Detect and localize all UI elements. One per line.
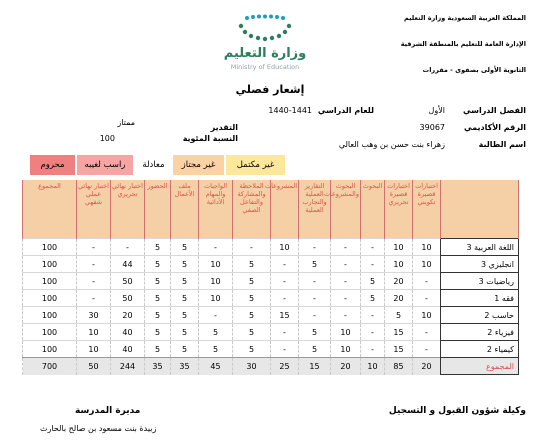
- subject-cell: فيزياء 2: [441, 324, 519, 341]
- grade-cell: 100: [23, 324, 77, 341]
- grade-cell: 5: [233, 256, 271, 273]
- grade-cell: 5: [361, 273, 385, 290]
- table-row: [23, 256, 519, 273]
- grade-label: التقدير: [210, 123, 238, 132]
- grade-cell: -: [331, 273, 361, 290]
- grade-cell: 5: [145, 239, 171, 256]
- grade-cell: 5: [171, 324, 199, 341]
- total-cell: 50: [77, 358, 111, 375]
- column-header: البحوث والمشروعات: [331, 180, 361, 239]
- total-cell: 30: [233, 358, 271, 375]
- total-cell: 35: [171, 358, 199, 375]
- grade-cell: 5: [199, 324, 233, 341]
- table-row: [23, 273, 519, 290]
- year-label: للعام الدراسي: [317, 106, 374, 115]
- column-header: الواجبات والمهام الأدائية: [199, 180, 233, 239]
- grade-cell: 44: [111, 256, 145, 273]
- grade-cell: -: [331, 239, 361, 256]
- subject-cell: كيمياء 2: [441, 341, 519, 358]
- legend-not-passed: غير مجتاز: [173, 155, 224, 175]
- subject-cell: رياضيات 3: [441, 273, 519, 290]
- grade-cell: -: [77, 256, 111, 273]
- grade-cell: -: [361, 256, 385, 273]
- grade-cell: -: [199, 239, 233, 256]
- grade-cell: 5: [171, 341, 199, 358]
- grade-cell: -: [299, 290, 331, 307]
- ministry-logo-icon: [225, 12, 305, 76]
- grade-cell: -: [331, 290, 361, 307]
- grade-cell: 40: [111, 341, 145, 358]
- grade-cell: 10: [77, 324, 111, 341]
- table-header-row: [23, 180, 519, 239]
- grade-cell: -: [77, 239, 111, 256]
- grade-cell: -: [361, 307, 385, 324]
- total-cell: 15: [299, 358, 331, 375]
- grade-cell: 5: [145, 324, 171, 341]
- grade-cell: 5: [233, 341, 271, 358]
- grade-cell: -: [199, 307, 233, 324]
- grade-cell: 20: [111, 307, 145, 324]
- grade-cell: 5: [171, 290, 199, 307]
- grade-cell: 100: [23, 341, 77, 358]
- grade-cell: 5: [233, 324, 271, 341]
- grade-cell: 5: [299, 256, 331, 273]
- legend-failed-absence: راسب لغيبه: [77, 155, 133, 175]
- grade-cell: 5: [233, 290, 271, 307]
- grade-cell: -: [271, 341, 299, 358]
- subject-cell: فقه 1: [441, 290, 519, 307]
- column-header: الملاحظة والمشاركة والتفاعل الصفي: [233, 180, 271, 239]
- grade-cell: -: [361, 341, 385, 358]
- column-header: اختبارات قصيرة تحريري: [385, 180, 413, 239]
- grade-cell: -: [361, 239, 385, 256]
- table-row: [23, 341, 519, 358]
- grade-cell: 100: [23, 256, 77, 273]
- grade-cell: -: [299, 239, 331, 256]
- legend-deprived: محروم: [30, 155, 75, 175]
- total-cell: 700: [23, 358, 77, 375]
- total-cell: 45: [199, 358, 233, 375]
- table-row: [23, 290, 519, 307]
- table-row: [23, 307, 519, 324]
- grade-cell: 30: [77, 307, 111, 324]
- grade-cell: 5: [299, 341, 331, 358]
- year-value: 1440-1441: [268, 106, 312, 115]
- grade-cell: 5: [385, 307, 413, 324]
- semester-value: الأول: [428, 106, 445, 115]
- grade-cell: -: [271, 324, 299, 341]
- grade-cell: 5: [145, 256, 171, 273]
- semester-label: الفصل الدراسي: [463, 106, 526, 115]
- grade-cell: 5: [145, 290, 171, 307]
- grade-cell: -: [361, 324, 385, 341]
- total-cell: 25: [271, 358, 299, 375]
- column-header: اختبار نهائي عملي شفهي: [77, 180, 111, 239]
- grade-cell: 5: [199, 341, 233, 358]
- academic-id-value: 39067: [419, 123, 445, 132]
- svg-text:Ministry of Education: Ministry of Education: [230, 63, 300, 71]
- grade-cell: 10: [271, 239, 299, 256]
- total-cell: 35: [145, 358, 171, 375]
- total-cell: 85: [385, 358, 413, 375]
- admissions-deputy-title: وكيلة شؤون القبول و التسجيل: [388, 406, 526, 416]
- grade-cell: 100: [23, 290, 77, 307]
- grade-cell: -: [271, 290, 299, 307]
- subject-cell: حاسب 2: [441, 307, 519, 324]
- grade-cell: 5: [171, 239, 199, 256]
- column-header: المجموع: [23, 180, 77, 239]
- column-header: الحضور: [145, 180, 171, 239]
- total-cell: 10: [361, 358, 385, 375]
- student-name-value: زهراء بنت حسن بن وهب العالي: [338, 140, 445, 149]
- grade-cell: 10: [199, 273, 233, 290]
- principal-name: زبيدة بنت مسعود بن صالح بالحارث: [40, 424, 157, 433]
- legend-incomplete: غير مكتمل: [226, 155, 285, 175]
- total-cell: 20: [331, 358, 361, 375]
- grade-cell: 10: [413, 256, 441, 273]
- grade-value: ممتاز: [117, 118, 135, 127]
- grade-cell: 5: [145, 307, 171, 324]
- grade-cell: -: [299, 273, 331, 290]
- grade-cell: 5: [171, 273, 199, 290]
- grade-cell: -: [271, 273, 299, 290]
- header-ministry: المملكة العربية السعودية وزارة التعليم: [404, 14, 526, 22]
- grade-cell: 100: [23, 307, 77, 324]
- column-header: اختبارات قصيرة تكويني: [413, 180, 441, 239]
- header-school: الثانوية الأولى بصفوى - مقررات: [422, 66, 526, 74]
- grade-cell: 10: [413, 307, 441, 324]
- ministry-logo: [225, 12, 305, 76]
- grade-cell: 5: [233, 307, 271, 324]
- grade-cell: 10: [385, 256, 413, 273]
- svg-text:وزارة التعليم: وزارة التعليم: [223, 46, 307, 61]
- subject-cell: انجليزي 3: [441, 256, 519, 273]
- grade-cell: -: [413, 324, 441, 341]
- grade-cell: -: [111, 239, 145, 256]
- grade-cell: 5: [171, 256, 199, 273]
- grade-cell: -: [77, 273, 111, 290]
- principal-title: مديرة المدرسة: [75, 406, 141, 416]
- grade-cell: -: [77, 290, 111, 307]
- table-row: [23, 324, 519, 341]
- header-directorate: الإدارة العامة للتعليم بالمنطقة الشرقية: [400, 40, 526, 48]
- total-label: المجموع: [441, 358, 519, 375]
- grade-cell: -: [331, 256, 361, 273]
- total-cell: 20: [413, 358, 441, 375]
- grade-cell: -: [233, 239, 271, 256]
- grade-cell: 15: [385, 341, 413, 358]
- grade-cell: -: [299, 307, 331, 324]
- grade-cell: 10: [385, 239, 413, 256]
- grade-cell: -: [413, 341, 441, 358]
- grade-cell: 100: [23, 273, 77, 290]
- table-row: [23, 239, 519, 256]
- grade-cell: 50: [111, 290, 145, 307]
- grade-cell: -: [331, 307, 361, 324]
- percentage-value: 100: [99, 134, 115, 143]
- student-name-label: اسم الطالبة: [478, 140, 526, 149]
- grade-cell: 5: [299, 324, 331, 341]
- grade-cell: -: [413, 290, 441, 307]
- grade-cell: 20: [385, 273, 413, 290]
- grade-cell: -: [413, 273, 441, 290]
- grade-cell: 10: [77, 341, 111, 358]
- grade-cell: 10: [331, 324, 361, 341]
- grade-cell: 5: [145, 273, 171, 290]
- table-body: [23, 239, 519, 375]
- grade-cell: 10: [331, 341, 361, 358]
- subject-cell: اللغة العربية 3: [441, 239, 519, 256]
- academic-id-label: الرقم الأكاديمي: [464, 123, 526, 132]
- grade-cell: 10: [199, 256, 233, 273]
- column-header: [441, 180, 519, 239]
- table-total-row: [23, 358, 519, 375]
- grade-cell: 40: [111, 324, 145, 341]
- grade-cell: 15: [385, 324, 413, 341]
- grade-cell: 5: [233, 273, 271, 290]
- column-header: التقارير العملية والتجارب العملية: [299, 180, 331, 239]
- grade-cell: 5: [361, 290, 385, 307]
- grades-table: [22, 180, 519, 375]
- grade-cell: 10: [413, 239, 441, 256]
- grade-cell: 5: [145, 341, 171, 358]
- grade-cell: -: [271, 256, 299, 273]
- grade-cell: 5: [171, 307, 199, 324]
- total-cell: 244: [111, 358, 145, 375]
- grade-cell: 10: [199, 290, 233, 307]
- column-header: البحوث: [361, 180, 385, 239]
- grade-cell: 50: [111, 273, 145, 290]
- column-header: ملف الأعمال: [171, 180, 199, 239]
- legend-equivalent: معادلة: [135, 155, 172, 175]
- column-header: اختبار نهائي تحريري: [111, 180, 145, 239]
- percentage-label: النسبة المئوية: [182, 134, 238, 143]
- column-header: المشروعات: [271, 180, 299, 239]
- grade-cell: 20: [385, 290, 413, 307]
- grade-cell: 15: [271, 307, 299, 324]
- grade-cell: 100: [23, 239, 77, 256]
- page-title: إشعار فصلي: [235, 83, 305, 96]
